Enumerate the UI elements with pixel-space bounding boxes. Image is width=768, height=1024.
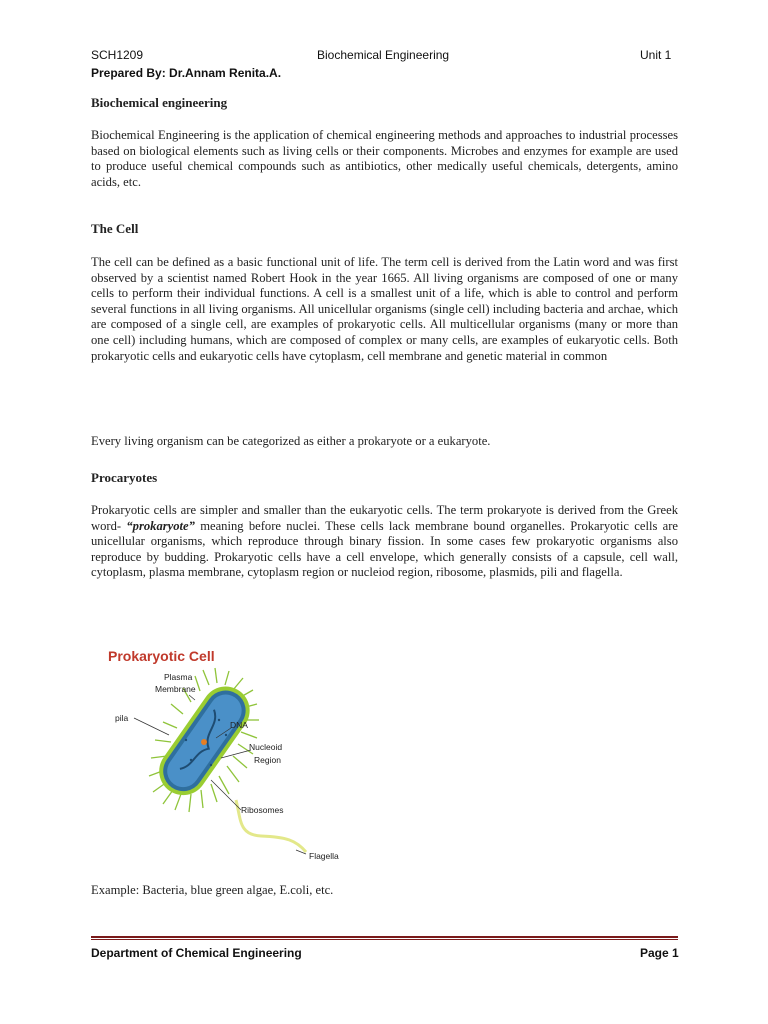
course-title: Biochemical Engineering	[317, 48, 450, 62]
label-ribosomes: Ribosomes	[241, 805, 284, 815]
label-flagella: Flagella	[309, 851, 339, 861]
footer-department: Department of Chemical Engineering	[91, 946, 302, 960]
paragraph-procaryotes	[91, 503, 678, 581]
label-plasma: Plasma	[164, 672, 193, 682]
unit-label: Unit 1	[640, 48, 672, 62]
label-membrane: Membrane	[155, 684, 196, 694]
label-region: Region	[254, 755, 281, 765]
prokaryote-term: “prokaryote”	[126, 518, 195, 533]
plasmid	[201, 739, 207, 745]
label-pila: pila	[115, 713, 129, 723]
figure-title: Prokaryotic Cell	[108, 648, 215, 664]
prokaryotic-cell-figure	[91, 640, 381, 870]
paragraph-the-cell: The cell can be defined as a basic functional unit of life. The term cell is derived from the Latin word and was first observed by a scientist named Robert Hook in the year 1665. All living organisms are composed of one or many cells to perform their individual functions. A cell is a smallest unit of a life, which is able to control and perform several functions in all living organisms. All unicellular organisms (single cell) including bacteria and archae, which are composed of a single cell, are examples of prokaryotic cells. All multicellular organisms (many or more than one cell) including humans, which are composed of complex or many cells, are examples of eukaryotic cells. Both prokaryotic cells and eukaryotic cells have cytoplasm, cell membrane and genetic material in common	[91, 255, 678, 363]
section-title-biochemical-engineering: Biochemical engineering	[91, 95, 228, 110]
paragraph-categorization: Every living organism can be categorized as either a prokaryote or a eukaryote.	[91, 434, 491, 448]
paragraph-biochemical-engineering: Biochemical Engineering is the application of chemical engineering methods and approaches to industrial processes based on biological elements such as living cells or their components. Microbes and enzymes for example are used to produce useful chemical compounds such as antibiotics, other medically useful chemicals, detergents, amino acids, etc.	[91, 128, 678, 189]
label-dna: DNA	[230, 720, 248, 730]
section-title-procaryotes: Procaryotes	[91, 470, 158, 485]
procaryotes-text-1: Prokaryotic cells are simpler and smaller than the eukaryotic cells. The term prokaryote is derived from the Greek word-	[91, 503, 678, 533]
label-nucleoid: Nucleoid	[249, 742, 283, 752]
course-code: SCH1209	[91, 48, 144, 62]
prepared-by: Prepared By: Dr.Annam Renita.A.	[91, 66, 282, 80]
procaryotes-text-2: meaning before nuclei. These cells lack membrane bound organelles. Prokaryotic cells are unicellular organisms, which reproduce through binary fission. In some cases few prokaryotic organisms also reproduce by budding. Prokaryotic cells have a cell envelope, which generally consists of a capsule, cell wall, cytoplasm, plasma membrane, cytoplasm region or nucleiod region, ribosome, plasmids, pili and flagella.	[91, 518, 679, 580]
footer-page-number: Page 1	[640, 946, 679, 960]
section-title-the-cell: The Cell	[91, 221, 139, 236]
footer-rule	[91, 936, 678, 940]
example-line: Example: Bacteria, blue green algae, E.coli, etc.	[91, 883, 334, 897]
